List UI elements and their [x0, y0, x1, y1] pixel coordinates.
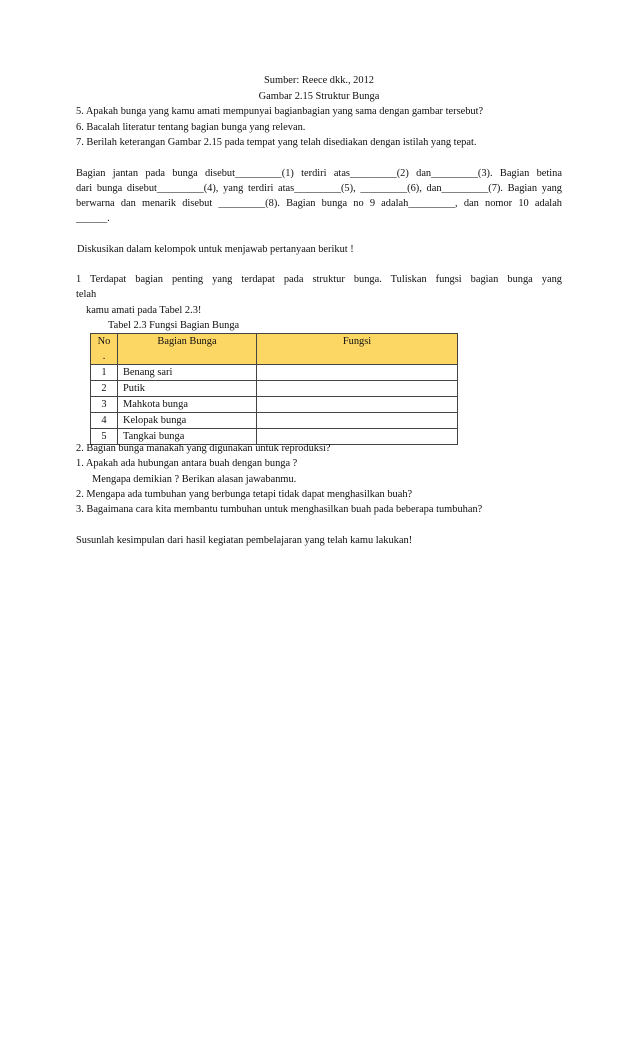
question-1-line-2: telah — [76, 289, 97, 300]
row-part: Tangkai bunga — [118, 429, 257, 445]
header-no: No . — [91, 334, 118, 365]
flower-function-table — [90, 333, 458, 445]
question-6: 6. Bacalah literatur tentang bagian bunga yang relevan. — [76, 122, 306, 133]
row-part: Mahkota bunga — [118, 397, 257, 413]
table-row — [91, 381, 458, 397]
row-part: Benang sari — [118, 365, 257, 381]
table-row — [91, 365, 458, 381]
fill-in-line-4: ______. — [76, 213, 110, 224]
row-part: Kelopak bunga — [118, 413, 257, 429]
question-1-line-3: kamu amati pada Tabel 2.3! — [86, 305, 202, 316]
row-part: Putik — [118, 381, 257, 397]
question-help-plants: 3. Bagaimana cara kita membantu tumbuhan untuk menghasilkan buah pada beberapa tumbuhan? — [76, 504, 483, 515]
row-function[interactable] — [257, 365, 458, 381]
table-header-row — [91, 334, 458, 365]
question-no-fruit: 2. Mengapa ada tumbuhan yang berbunga tetapi tidak dapat menghasilkan buah? — [76, 489, 413, 500]
header-part: Bagian Bunga — [118, 334, 257, 365]
question-1-line-1: 1 Terdapat bagian penting yang terdapat pada struktur bunga. Tuliskan fungsi bagian bunga yang — [76, 274, 562, 285]
question-reason: Mengapa demikian ? Berikan alasan jawabanmu. — [92, 474, 297, 485]
fill-in-line-3: berwarna dan menarik disebut _________(8). Bagian bunga no 9 adalah_________, dan nomor 10 adalah — [76, 198, 562, 209]
question-7: 7. Berilah keterangan Gambar 2.15 pada tempat yang telah disediakan dengan istilah yang tepat. — [76, 137, 477, 148]
table-caption: Tabel 2.3 Fungsi Bagian Bunga — [108, 320, 240, 331]
table-row — [91, 413, 458, 429]
row-function[interactable] — [257, 397, 458, 413]
question-fruit-flower: 1. Apakah ada hubungan antara buah dengan bunga ? — [76, 458, 298, 469]
row-no: 1 — [91, 365, 118, 381]
row-function[interactable] — [257, 413, 458, 429]
question-5: 5. Apakah bunga yang kamu amati mempunyai bagianbagian yang sama dengan gambar tersebut? — [76, 106, 484, 117]
table-row — [91, 397, 458, 413]
header-function: Fungsi — [257, 334, 458, 365]
row-function[interactable] — [257, 381, 458, 397]
fill-in-line-1: Bagian jantan pada bunga disebut_________(1) terdiri atas_________(2) dan_________(3). Bagian betina — [76, 168, 562, 179]
row-no: 4 — [91, 413, 118, 429]
row-no: 3 — [91, 397, 118, 413]
fill-in-line-2: dari bunga disebut_________(4), yang terdiri atas_________(5), _________(6), dan_________(7). Bagian yang — [76, 183, 562, 194]
row-no: 2 — [91, 381, 118, 397]
row-no: 5 — [91, 429, 118, 445]
source-line: Sumber: Reece dkk., 2012 — [264, 75, 374, 86]
conclusion-instruction: Susunlah kesimpulan dari hasil kegiatan pembelajaran yang telah kamu lakukan! — [76, 535, 413, 546]
discussion-intro: Diskusikan dalam kelompok untuk menjawab pertanyaan berikut ! — [77, 244, 354, 255]
figure-caption: Gambar 2.15 Struktur Bunga — [258, 91, 380, 102]
question-reproduction: 2. Bagian bunga manakah yang digunakan untuk reproduksi? — [76, 443, 331, 454]
